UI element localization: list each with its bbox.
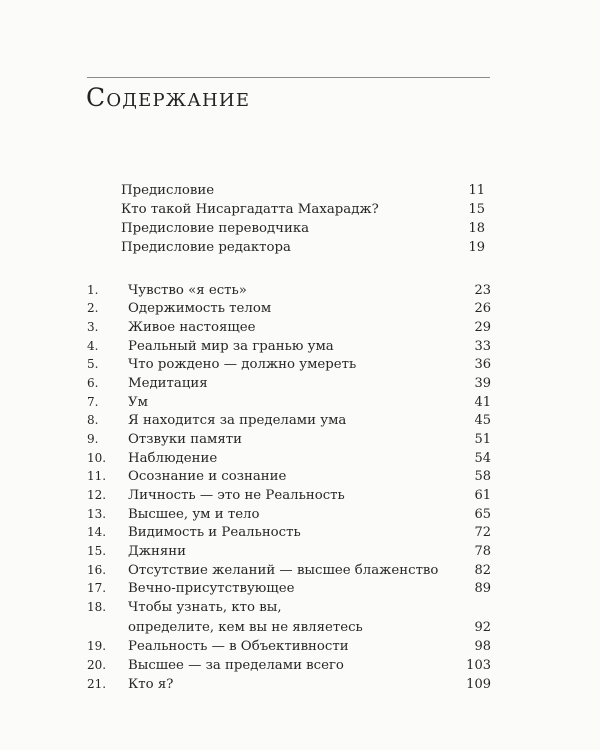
toc-entry[interactable] <box>0 219 600 238</box>
toc-entry[interactable] <box>0 200 600 219</box>
toc-entry[interactable] <box>0 337 600 356</box>
toc-entry-title: Наблюдение <box>128 451 218 466</box>
toc-entry-number: 3. <box>87 320 99 334</box>
toc-entry-number: 2. <box>87 301 99 315</box>
toc-entry[interactable] <box>0 542 600 561</box>
toc-entry-page: 89 <box>474 581 491 596</box>
toc-entry-page: 19 <box>468 240 485 255</box>
toc-entry-title: Реальность — в Объективности <box>128 639 349 654</box>
toc-entry-title: Кто я? <box>128 677 174 692</box>
toc-entry-number: 7. <box>87 395 99 409</box>
toc-entry-number: 5. <box>87 357 99 371</box>
toc-entry-title: Предисловие <box>121 183 215 198</box>
toc-entry-title: Кто такой Нисаргадатта Махарадж? <box>121 202 379 217</box>
toc-entry-number: 4. <box>87 339 99 353</box>
toc-entry[interactable] <box>0 675 600 694</box>
toc-entry-title: Джняни <box>128 544 187 559</box>
toc-entry-title: Ум <box>128 395 148 410</box>
toc-entry-title: Чтобы узнать, кто вы, <box>128 600 282 615</box>
toc-entry-page: 45 <box>474 413 491 428</box>
toc-entry-number: 6. <box>87 376 99 390</box>
toc-entry-page: 92 <box>474 620 491 635</box>
toc-entry-page: 36 <box>474 357 491 372</box>
toc-entry-page: 78 <box>474 544 491 559</box>
toc-entry[interactable] <box>0 238 600 257</box>
toc-entry-page: 18 <box>468 221 485 236</box>
toc-entry-number: 9. <box>87 432 99 446</box>
toc-entry[interactable] <box>0 281 600 300</box>
toc-entry-page: 23 <box>474 283 491 298</box>
toc-entry-title: Предисловие редактора <box>121 240 291 255</box>
toc-entry-page: 109 <box>466 677 491 692</box>
toc-entry[interactable] <box>0 523 600 542</box>
toc-entry-title: Одержимость телом <box>128 301 272 316</box>
toc-entry[interactable] <box>0 618 600 637</box>
page-title: Содержание <box>86 83 251 112</box>
toc-entry[interactable] <box>0 637 600 656</box>
toc-entry[interactable] <box>0 656 600 675</box>
toc-entry-title: Вечно-присутствующее <box>128 581 295 596</box>
toc-entry[interactable] <box>0 411 600 430</box>
toc-entry-number: 10. <box>87 451 107 465</box>
toc-entry-page: 39 <box>474 376 491 391</box>
toc-entry-title: определите, кем вы не являетесь <box>128 620 363 635</box>
toc-entry-title: Отзвуки памяти <box>128 432 242 447</box>
toc-entry[interactable] <box>0 579 600 598</box>
header-rule <box>87 77 490 78</box>
toc-entry-number: 17. <box>87 581 107 595</box>
toc-entry-title: Отсутствие желаний — высшее блаженство <box>128 563 439 578</box>
toc-entry-page: 41 <box>474 395 491 410</box>
toc-entry-page: 11 <box>468 183 485 198</box>
toc-entry-page: 82 <box>474 563 491 578</box>
toc-entry-title: Высшее, ум и тело <box>128 507 260 522</box>
toc-entry[interactable] <box>0 505 600 524</box>
toc-entry-number: 12. <box>87 488 107 502</box>
toc-entry[interactable] <box>0 393 600 412</box>
toc-entry-page: 65 <box>474 507 491 522</box>
toc-entry-number: 14. <box>87 525 107 539</box>
toc-entry-title: Чувство «я есть» <box>128 283 247 298</box>
toc-entry-page: 33 <box>474 339 491 354</box>
toc-entry[interactable] <box>0 299 600 318</box>
toc-entry-title: Что рождено — должно умереть <box>128 357 357 372</box>
toc-entry-title: Видимость и Реальность <box>128 525 301 540</box>
toc-entry-title: Медитация <box>128 376 208 391</box>
toc-entry-page: 72 <box>474 525 491 540</box>
toc-entry-title: Высшее — за пределами всего <box>128 658 344 673</box>
toc-entry[interactable] <box>0 181 600 200</box>
toc-entry[interactable] <box>0 467 600 486</box>
toc-entry-number: 16. <box>87 563 107 577</box>
toc-entry-title: Осознание и сознание <box>128 469 287 484</box>
toc-entry-page: 103 <box>466 658 491 673</box>
toc-entry-title: Личность — это не Реальность <box>128 488 345 503</box>
toc-entry-page: 98 <box>474 639 491 654</box>
toc-entry[interactable] <box>0 449 600 468</box>
toc-entry-number: 19. <box>87 639 107 653</box>
toc-entry[interactable] <box>0 374 600 393</box>
toc-entry[interactable] <box>0 561 600 580</box>
toc-entry-title: Я находится за пределами ума <box>128 413 347 428</box>
toc-entry-number: 20. <box>87 658 107 672</box>
toc-entry-page: 61 <box>474 488 491 503</box>
toc-entry[interactable] <box>0 598 600 617</box>
toc-entry-page: 26 <box>474 301 491 316</box>
toc-entry-page: 58 <box>474 469 491 484</box>
toc-entry-page: 51 <box>474 432 491 447</box>
toc-entry-page: 15 <box>468 202 485 217</box>
toc-entry-number: 13. <box>87 507 107 521</box>
toc-entry-number: 18. <box>87 600 107 614</box>
toc-entry-number: 1. <box>87 283 99 297</box>
toc-entry[interactable] <box>0 430 600 449</box>
toc-entry[interactable] <box>0 486 600 505</box>
toc-entry[interactable] <box>0 318 600 337</box>
toc-entry-number: 8. <box>87 413 99 427</box>
toc-entry-title: Живое настоящее <box>128 320 256 335</box>
toc-entry-number: 21. <box>87 677 107 691</box>
toc-entry-title: Реальный мир за гранью ума <box>128 339 334 354</box>
toc-entry-number: 15. <box>87 544 107 558</box>
toc-entry-number: 11. <box>87 469 107 483</box>
toc-entry-page: 29 <box>474 320 491 335</box>
toc-entry-page: 54 <box>474 451 491 466</box>
toc-entry-title: Предисловие переводчика <box>121 221 310 236</box>
toc-entry[interactable] <box>0 355 600 374</box>
